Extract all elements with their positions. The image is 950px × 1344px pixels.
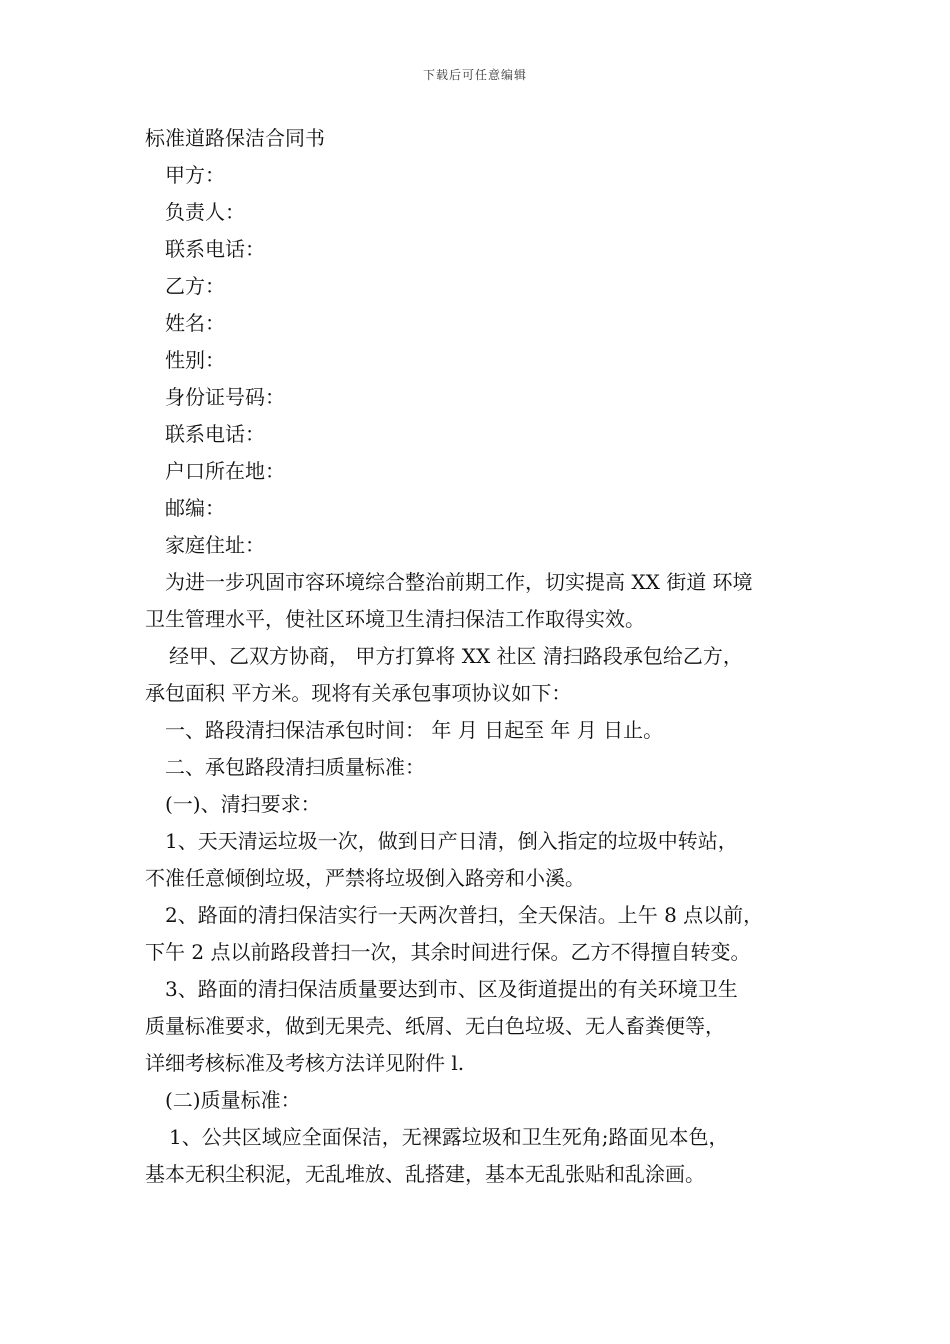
paragraph-agreement-line2: 承包面积 平方米。现将有关承包事项协议如下： xyxy=(145,681,572,705)
subsection-cleaning-requirements: (一)、清扫要求： xyxy=(165,792,321,816)
paragraph-purpose-line1: 为进一步巩固市容环境综合整治前期工作，切实提高 XX 街道 环境 xyxy=(165,570,753,594)
paragraph-purpose-line2: 卫生管理水平，使社区环境卫生清扫保洁工作取得实效。 xyxy=(145,607,645,631)
field-responsible-person: 负责人： xyxy=(165,200,245,224)
field-party-b: 乙方： xyxy=(165,274,225,298)
item-4-line1: 1、公共区域应全面保洁，无裸露垃圾和卫生死角;路面见本色， xyxy=(169,1125,729,1149)
item-1-line1: 1、天天清运垃圾一次，做到日产日清，倒入指定的垃圾中转站， xyxy=(165,829,738,853)
field-postcode: 邮编： xyxy=(165,496,225,520)
item-3-line1: 3、路面的清扫保洁质量要达到市、区及街道提出的有关环境卫生 xyxy=(165,977,738,1001)
field-home-address: 家庭住址： xyxy=(165,533,265,557)
item-3-line3: 详细考核标准及考核方法详见附件 l. xyxy=(145,1051,465,1075)
subsection-quality-standard: (二)质量标准： xyxy=(165,1088,301,1112)
field-phone-a: 联系电话： xyxy=(165,237,265,261)
field-gender: 性别： xyxy=(165,348,225,372)
item-1-line2: 不准任意倾倒垃圾，严禁将垃圾倒入路旁和小溪。 xyxy=(145,866,585,890)
section-quality-standards: 二、承包路段清扫质量标准： xyxy=(165,755,425,779)
item-2-line1: 2、路面的清扫保洁实行一天两次普扫，全天保洁。上午 8 点以前， xyxy=(165,903,764,927)
field-id-number: 身份证号码： xyxy=(165,385,285,409)
field-party-a: 甲方： xyxy=(165,163,225,187)
item-4-line2: 基本无积尘积泥，无乱堆放、乱搭建，基本无乱张贴和乱涂画。 xyxy=(145,1162,705,1186)
item-3-line2: 质量标准要求，做到无果壳、纸屑、无白色垃圾、无人畜粪便等， xyxy=(145,1014,725,1038)
download-note: 下载后可任意编辑 xyxy=(422,68,527,82)
document-body xyxy=(145,120,825,1193)
field-phone-b: 联系电话： xyxy=(165,422,265,446)
field-name: 姓名： xyxy=(165,311,225,335)
field-household-location: 户口所在地： xyxy=(165,459,285,483)
section-contract-period: 一、路段清扫保洁承包时间： 年 月 日起至 年 月 日止。 xyxy=(165,718,664,742)
item-2-line2: 下午 2 点以前路段普扫一次，其余时间进行保。乙方不得擅自转变。 xyxy=(145,940,751,964)
document-title: 标准道路保洁合同书 xyxy=(145,126,325,150)
paragraph-agreement-line1: 经甲、乙双方协商， 甲方打算将 XX 社区 清扫路段承包给乙方， xyxy=(169,644,743,668)
